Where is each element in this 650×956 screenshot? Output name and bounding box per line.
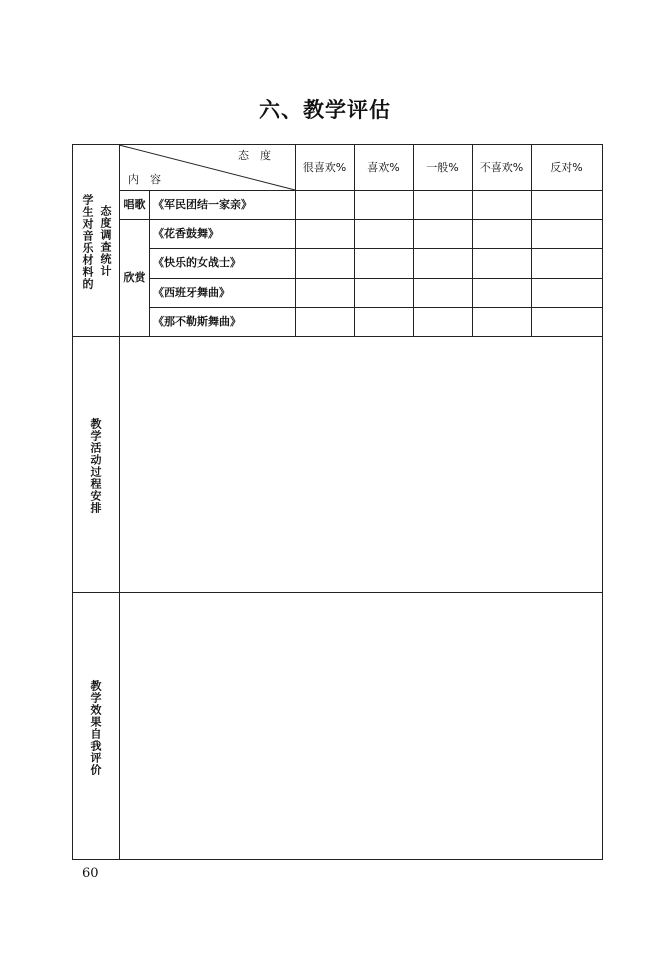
row-divider bbox=[149, 278, 603, 279]
category-singing: 唱歌 bbox=[123, 198, 146, 211]
song-title: 《花香鼓舞》 bbox=[153, 227, 219, 240]
column-header-neutral: 一般% bbox=[426, 161, 459, 174]
teaching-process-area[interactable] bbox=[120, 337, 602, 592]
category-appreciation: 欣赏 bbox=[123, 271, 146, 284]
row-divider bbox=[149, 307, 603, 308]
column-header-like-very-much: 很喜欢% bbox=[302, 161, 347, 174]
header-attitude: 态 度 bbox=[238, 149, 271, 162]
song-title: 《西班牙舞曲》 bbox=[153, 286, 230, 299]
row-divider bbox=[149, 248, 603, 249]
column-header-dislike: 不喜欢% bbox=[479, 161, 524, 174]
section-label-self-evaluation: 教学效果自我评价 bbox=[89, 680, 102, 776]
section-label-survey-statistics: 态度调查统计 bbox=[99, 205, 112, 277]
column-header-oppose: 反对% bbox=[550, 161, 583, 174]
table-border-bottom bbox=[72, 859, 603, 860]
table-border-left bbox=[72, 144, 73, 860]
song-title: 《快乐的女战士》 bbox=[153, 256, 241, 269]
song-title: 《军民团结一家亲》 bbox=[153, 198, 252, 211]
category-column-divider bbox=[149, 190, 150, 336]
section-label-student-attitude: 学生对音乐材料的 bbox=[81, 194, 94, 290]
self-evaluation-area[interactable] bbox=[120, 593, 602, 859]
page-number: 60 bbox=[82, 866, 99, 881]
section-label-teaching-process: 教学活动过程安排 bbox=[89, 418, 102, 514]
table-border-right bbox=[602, 144, 603, 860]
page-title: 六、教学评估 bbox=[259, 97, 391, 122]
song-title: 《那不勒斯舞曲》 bbox=[153, 315, 241, 328]
header-content: 内 容 bbox=[128, 173, 161, 186]
column-header-like: 喜欢% bbox=[367, 161, 400, 174]
